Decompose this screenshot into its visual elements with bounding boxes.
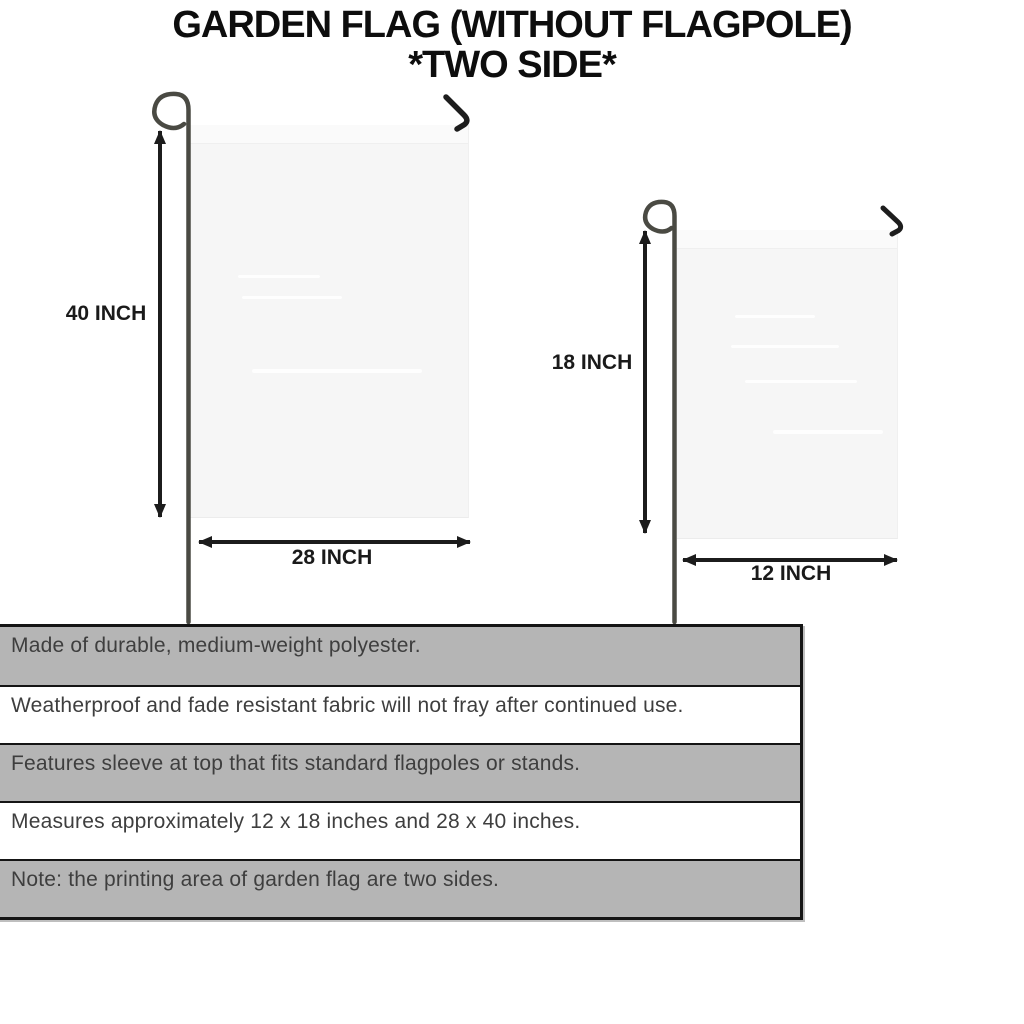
- feature-row: [0, 685, 800, 743]
- page-title: GARDEN FLAG (WITHOUT FLAGPOLE): [172, 4, 852, 46]
- feature-row: [0, 801, 800, 859]
- feature-row: [0, 627, 800, 685]
- page-subtitle: *TWO SIDE*: [408, 44, 616, 86]
- small-flag-width-label: 12 INCH: [750, 562, 832, 585]
- feature-text: Features sleeve at top that fits standard flagpoles or stands.: [11, 752, 581, 775]
- small-flag-hook-icon: [883, 208, 901, 234]
- large-flag-height-label: 40 INCH: [65, 302, 147, 325]
- small-flagpole-icon: [645, 202, 674, 622]
- feature-text: Weatherproof and fade resistant fabric will not fray after continued use.: [11, 694, 684, 717]
- feature-text: Measures approximately 12 x 18 inches and 28 x 40 inches.: [11, 810, 581, 833]
- large-flag-hook-icon: [446, 97, 467, 129]
- features-table: [0, 624, 803, 920]
- large-flag-width-label: 28 INCH: [291, 546, 373, 569]
- feature-text: Note: the printing area of garden flag are two sides.: [11, 868, 500, 891]
- feature-row: [0, 859, 800, 917]
- feature-row: [0, 743, 800, 801]
- small-flag-height-label: 18 INCH: [551, 351, 633, 374]
- feature-text: Made of durable, medium-weight polyester.: [11, 634, 421, 657]
